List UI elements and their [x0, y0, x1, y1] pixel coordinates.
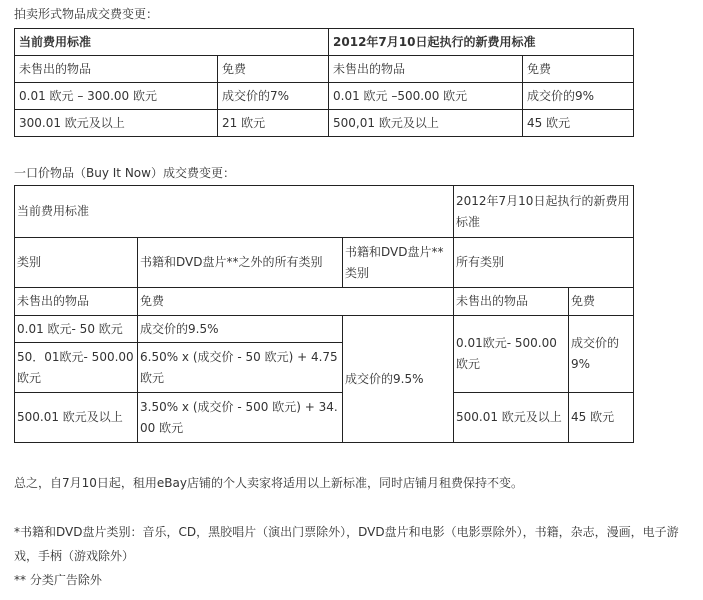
cell: 免费 [218, 56, 329, 83]
bin-fee-table [14, 185, 634, 443]
bin-new-tier2-fee: 45 欧元 [569, 393, 634, 443]
table-row [15, 56, 634, 83]
bin-col-category: 类别 [15, 238, 138, 288]
bin-tier3-fee: 3.50% x (成交价 - 500 欧元) + 34.00 欧元 [138, 393, 343, 443]
bin-tier3-range: 500.01 欧元及以上 [15, 393, 138, 443]
summary-text: 总之，自7月10日起，租用eBay店铺的个人卖家将适用以上新标准，同时店铺月租费保持不变。 [14, 476, 523, 490]
auction-new-header: 2012年7月10日起执行的新费用标准 [329, 29, 634, 56]
auction-current-header: 当前费用标准 [15, 29, 329, 56]
bin-unsold: 未售出的物品 [15, 288, 138, 316]
bin-tier2-fee: 6.50% x (成交价 - 50 欧元) + 4.75 欧元 [138, 343, 343, 393]
cell: 300.01 欧元及以上 [15, 110, 218, 137]
footnote-classified: ** 分类广告除外 [14, 573, 102, 587]
bin-new-unsold: 未售出的物品 [454, 288, 569, 316]
bin-tier1-range: 0.01 欧元- 50 欧元 [15, 316, 138, 343]
bin-col-non-books: 书籍和DVD盘片**之外的所有类别 [138, 238, 343, 288]
bin-col-all: 所有类别 [454, 238, 634, 288]
cell: 成交价的7% [218, 83, 329, 110]
cell: 500,01 欧元及以上 [329, 110, 523, 137]
auction-caption: 拍卖形式物品成交费变更： [14, 7, 159, 21]
cell: 21 欧元 [218, 110, 329, 137]
footnote-categories: *书籍和DVD盘片类别：音乐，CD，黑胶唱片（演出门票除外），DVD盘片和电影（电影票除外），书籍，杂志，漫画，电子游戏，手柄（游戏除外） [14, 525, 679, 563]
bin-col-books: 书籍和DVD盘片**类别 [343, 238, 454, 288]
bin-tier1-fee: 成交价的9.5% [138, 316, 343, 343]
cell: 成交价的9% [523, 83, 634, 110]
bin-new-header: 2012年7月10日起执行的新费用标准 [454, 186, 634, 238]
cell: 0.01 欧元 – 300.00 欧元 [15, 83, 218, 110]
cell: 未售出的物品 [329, 56, 523, 83]
table-row [15, 110, 634, 137]
cell: 未售出的物品 [15, 56, 218, 83]
bin-current-header: 当前费用标准 [15, 186, 454, 238]
bin-new-tier1-fee: 成交价的9% [569, 316, 634, 393]
bin-new-tier2-range: 500.01 欧元及以上 [454, 393, 569, 443]
bin-tier2-range: 50．01欧元- 500.00欧元 [15, 343, 138, 393]
cell: 0.01 欧元 –500.00 欧元 [329, 83, 523, 110]
auction-fee-table [14, 28, 634, 137]
bin-books-fee: 成交价的9.5% [343, 316, 454, 443]
cell: 45 欧元 [523, 110, 634, 137]
cell: 免费 [523, 56, 634, 83]
bin-new-free: 免费 [569, 288, 634, 316]
table-row [15, 83, 634, 110]
bin-caption: 一口价物品（Buy It Now）成交费变更： [14, 166, 235, 180]
bin-new-tier1-range: 0.01欧元- 500.00 欧元 [454, 316, 569, 393]
bin-free: 免费 [138, 288, 454, 316]
